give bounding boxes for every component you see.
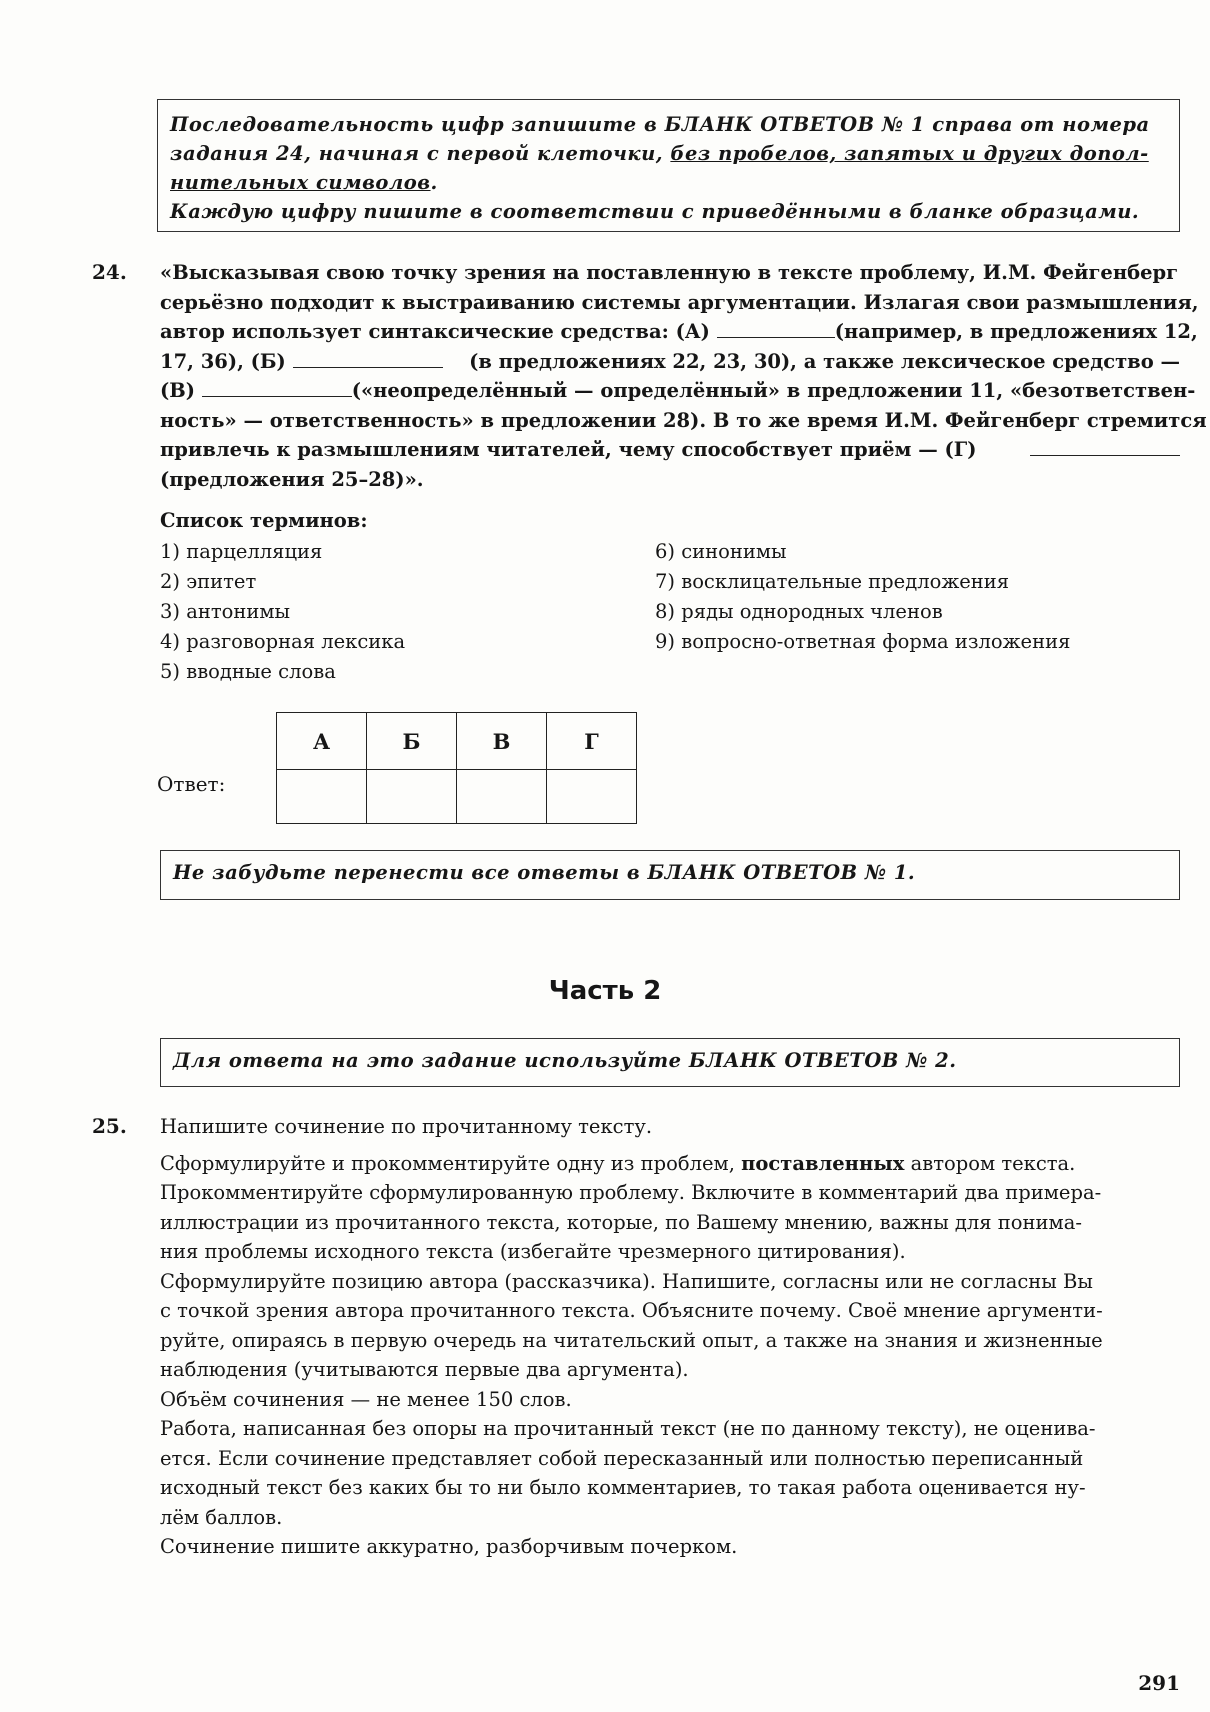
task-line: исходный текст без каких бы то ни было комментариев, то такая работа оценивается ну- [160, 1476, 1086, 1499]
terms-list-right [655, 537, 1070, 657]
task-text: (В) [160, 379, 195, 402]
term-item: 2) эпитет [160, 570, 257, 593]
answer-header-b: Б [367, 713, 457, 770]
task-line [160, 376, 1196, 406]
task-line: Сформулируйте позицию автора (рассказчика). Напишите, согласны или не согласны Вы [160, 1269, 1093, 1293]
task-line: (предложения 25–28)». [160, 467, 424, 491]
task-24-number: 24. [92, 260, 127, 284]
instruction-line: Каждую цифру пишите в соответствии с приведёнными в бланке образцами. [170, 200, 1140, 223]
task-line: Работа, написанная без опоры на прочитанный текст (не по данному тексту), не оценива- [160, 1417, 1096, 1440]
reminder-box: Не забудьте перенести все ответы в БЛАНК ОТВЕТОВ № 1. [160, 850, 1180, 900]
task-line [160, 1149, 1180, 1179]
answer-header-a: А [277, 713, 367, 770]
task-line: Напишите сочинение по прочитанному тексту. [160, 1115, 653, 1138]
term-item: 5) вводные слова [160, 660, 336, 683]
task-line: ния проблемы исходного текста (избегайте чрезмерного цитирования). [160, 1240, 906, 1263]
task-line: ность» — ответственность» в предложении 28). В то же время И.М. Фейгенберг стремится [160, 408, 1207, 432]
answer-header-v: В [457, 713, 547, 770]
answer-table [276, 712, 637, 824]
terms-heading: Список терминов: [160, 509, 368, 532]
task-line [160, 347, 1180, 377]
task-line: лём баллов. [160, 1505, 283, 1529]
instruction-line [170, 139, 1167, 168]
instruction-box-top [157, 99, 1180, 232]
terms-list-left [160, 537, 405, 687]
task-line: серьёзно подходит к выстраиванию системы аргументации. Излагая свои размышления, [160, 290, 1199, 314]
part-2-instruction-box: Для ответа на это задание используйте БЛАНК ОТВЕТОВ № 2. [160, 1038, 1180, 1087]
instruction-underlined: нительных символов [170, 171, 431, 194]
task-text: 17, 36), (Б) [160, 349, 286, 373]
term-item: 1) парцелляция [160, 540, 323, 563]
instruction-line: Последовательность цифр запишите в БЛАНК ОТВЕТОВ № 1 справа от номера [170, 113, 1150, 136]
answer-cell-b[interactable] [367, 770, 457, 824]
task-text: автор использует синтаксические средства: (А) [160, 320, 710, 343]
task-line: Объём сочинения — не менее 150 слов. [160, 1387, 572, 1411]
instruction-underlined: без пробелов, запятых и других допол- [670, 142, 1149, 165]
task-line: руйте, опираясь в первую очередь на читательский опыт, а также на знания и жизненные [160, 1328, 1103, 1352]
answer-cell-v[interactable] [457, 770, 547, 824]
task-line: «Высказывая свою точку зрения на поставленную в тексте проблему, И.М. Фейгенберг [160, 261, 1179, 284]
task-line [160, 317, 1198, 347]
instruction-text: . [430, 171, 438, 194]
task-24-text [160, 258, 1207, 494]
task-line: наблюдения (учитываются первые два аргумента). [160, 1358, 689, 1381]
term-item: 6) синонимы [655, 540, 787, 563]
term-item: 8) ряды однородных членов [655, 600, 943, 623]
task-line: Прокомментируйте сформулированную проблему. Включите в комментарий два примера- [160, 1181, 1102, 1204]
term-item: 9) вопросно-ответная форма изложения [655, 630, 1071, 653]
task-25-text [160, 1112, 1180, 1562]
task-text: автором текста. [910, 1151, 1076, 1175]
task-line: иллюстрации из прочитанного текста, которые, по Вашему мнению, важны для понима- [160, 1210, 1082, 1234]
blank-a[interactable] [717, 317, 835, 338]
task-line [160, 435, 1180, 465]
term-item: 4) разговорная лексика [160, 630, 406, 653]
blank-v[interactable] [202, 376, 352, 397]
task-line: Сочинение пишите аккуратно, разборчивым почерком. [160, 1535, 738, 1558]
part-2-title: Часть 2 [548, 976, 662, 1006]
task-text: («неопределённый — определённый» в предложении 11, «безответствен- [351, 379, 1196, 402]
answer-label: Ответ: [157, 772, 226, 796]
instruction-line [170, 168, 1167, 197]
answer-cell-a[interactable] [277, 770, 367, 824]
term-item: 3) антонимы [160, 600, 291, 623]
task-text: привлечь к размышлениям читателей, чему способствует приём — (Г) [160, 438, 977, 461]
task-text-bold: поставленных [741, 1151, 905, 1175]
task-line: ется. Если сочинение представляет собой пересказанный или полностью переписанный [160, 1446, 1084, 1470]
task-line: с точкой зрения автора прочитанного текста. Объясните почему. Своё мнение аргументи- [160, 1299, 1103, 1322]
blank-g[interactable] [1030, 435, 1180, 456]
term-item: 7) восклицательные предложения [655, 570, 1010, 593]
page-number: 291 [1138, 1671, 1180, 1695]
answer-header-g: Г [547, 713, 637, 770]
task-text: Сформулируйте и прокомментируйте одну из проблем, [160, 1151, 735, 1175]
blank-b[interactable] [293, 347, 443, 368]
task-text: (в предложениях 22, 23, 30), а также лексическое средство — [469, 349, 1180, 373]
instruction-text: задания 24, начиная с первой клеточки, [170, 142, 671, 165]
answer-cell-g[interactable] [547, 770, 637, 824]
task-25-number: 25. [92, 1114, 127, 1138]
task-text: (например, в предложениях 12, [834, 320, 1198, 343]
